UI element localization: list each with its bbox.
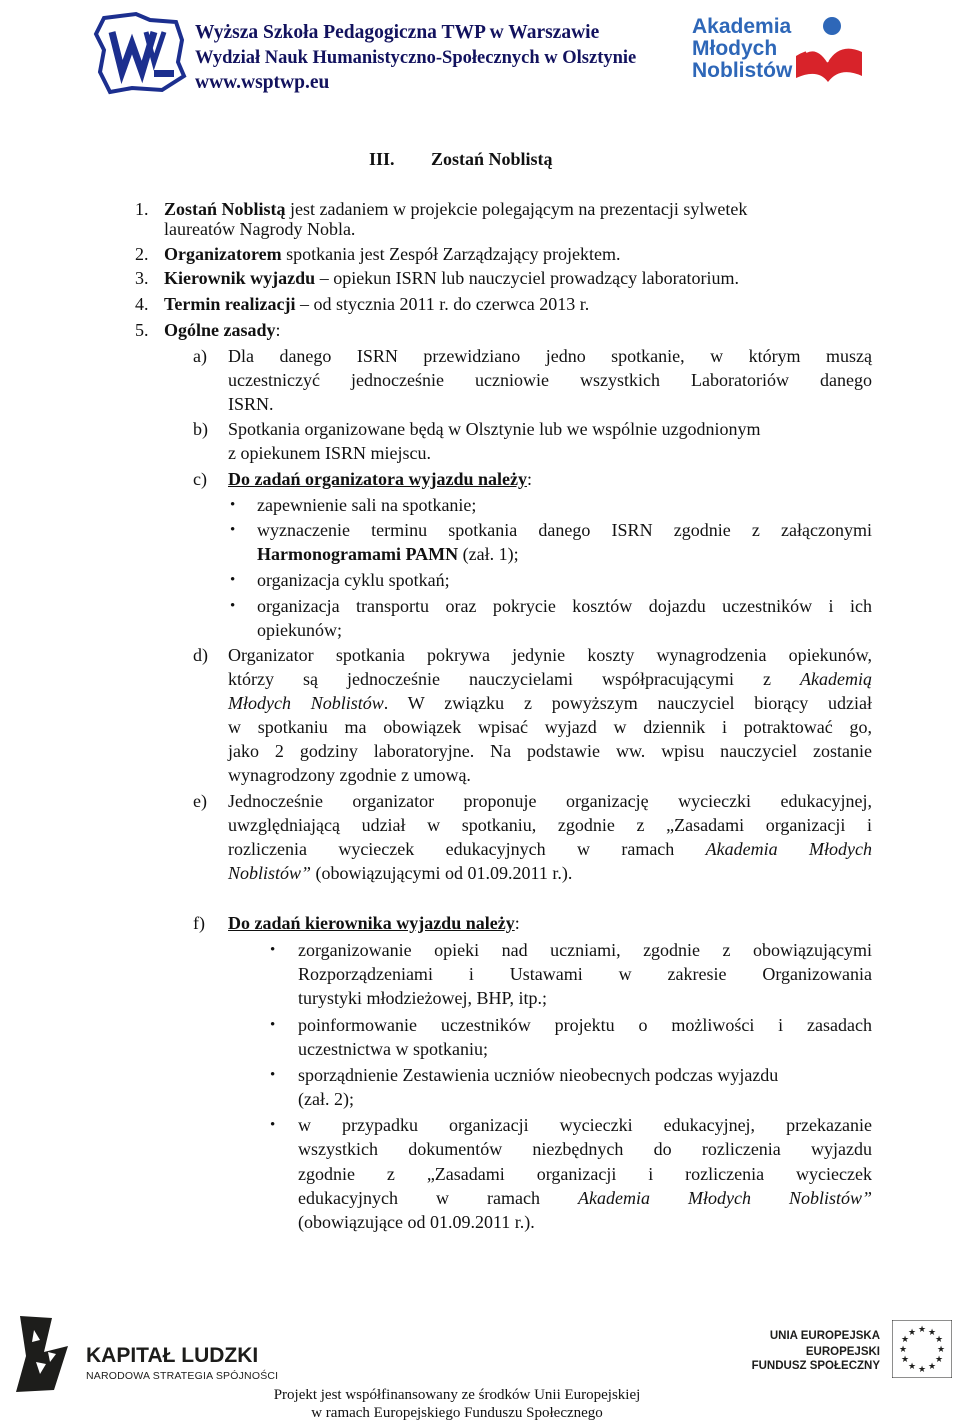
- sub-d-line6: wynagrodzony zgodnie z umową.: [228, 765, 471, 785]
- sub-f-bullet3-line2: (zał. 2);: [298, 1089, 354, 1109]
- svg-text:★: ★: [927, 1328, 937, 1338]
- sub-c-bullet4-line1: organizacja transportu oraz pokrycie kosztów dojazdu uczestników i ich: [257, 596, 872, 616]
- item-5-bold: Ogólne zasady: [164, 320, 276, 340]
- sub-c-bullet2-bold: Harmonogramami PAMN: [257, 544, 459, 564]
- item-3-text: – opiekun ISRN lub nauczyciel prowadzący laboratorium.: [315, 268, 740, 288]
- eu-logo-line3: FUNDUSZ SPOŁECZNY: [751, 1360, 880, 1372]
- section-title: Zostań Noblistą: [431, 149, 553, 169]
- sub-f-colon: :: [514, 913, 520, 933]
- sub-c-heading-line: [228, 469, 532, 489]
- eu-logo: [752, 1318, 952, 1382]
- item-4-bold: Termin realizacji: [164, 294, 296, 314]
- sub-f-bullet2-line1: poinformowanie uczestników projektu o możliwości i zasadach: [298, 1015, 872, 1035]
- footer-line2: w ramach Europejskiego Funduszu Społecznego: [311, 1405, 603, 1421]
- item-1-line1: [164, 199, 747, 219]
- item-1-line2: laureatów Nagrody Nobla.: [164, 219, 356, 239]
- svg-text:★: ★: [927, 1362, 937, 1372]
- sub-f-bullet1-line2: Rozporządzeniami i Ustawami w zakresie Organizowania: [298, 964, 872, 984]
- sub-c-bullet2-line2: [257, 544, 519, 564]
- bullet-icon: •: [270, 942, 276, 958]
- amn-logo-line3: Noblistów: [692, 59, 793, 82]
- sub-a-line2: uczestniczyć jednocześnie uczniowie wszystkich Laboratoriów danego: [228, 370, 872, 390]
- eu-logo-line2: EUROPEJSKI: [805, 1346, 880, 1358]
- sub-f-label: f): [193, 913, 205, 933]
- sub-d-line3-text: . W związku z powyższym nauczyciel biorący udział: [383, 693, 873, 713]
- sub-d-line3: [228, 693, 872, 713]
- footer-line1: Projekt jest współfinansowany ze środków Unii Europejskiej: [273, 1387, 641, 1403]
- sub-f-bullet4-line1: w przypadku organizacji wycieczki edukacyjnej, przekazanie: [298, 1115, 872, 1135]
- item-2-bold: Organizatorem: [164, 244, 282, 264]
- amn-logo-line1: Akademia: [692, 15, 792, 38]
- sub-f-heading-line: [228, 913, 520, 933]
- bullet-icon: •: [230, 497, 236, 513]
- kapital-ludzki-logo: [12, 1312, 279, 1394]
- bullet-icon: •: [230, 522, 236, 538]
- svg-text:★: ★: [907, 1362, 917, 1372]
- sub-f-bullet4-line5: (obowiązujące od 01.09.2011 r.).: [298, 1212, 535, 1232]
- sub-e-line1: Jednocześnie organizator proponuje organizację wycieczki edukacyjnej,: [228, 791, 872, 811]
- item-3-number: 3.: [135, 268, 149, 288]
- sub-d-line2-text: którzy są jednocześnie nauczycielami współpracującymi z: [228, 669, 801, 689]
- sub-f-bullet4-line4: [298, 1188, 872, 1208]
- item-4-text: – od stycznia 2011 r. do czerwca 2013 r.: [295, 294, 590, 314]
- sub-c-bullet2-line1: wyznaczenie terminu spotkania danego ISRN zgodnie z załączonymi: [257, 520, 872, 540]
- item-1-text: jest zadaniem w projekcie polegającym na prezentacji sylwetek: [285, 199, 748, 219]
- item-1-bold: Zostań Noblistą: [164, 199, 286, 219]
- sub-a-line3: ISRN.: [228, 394, 274, 414]
- bullet-icon: •: [270, 1117, 276, 1133]
- sub-f-bullet4-line2: wszystkich dokumentów niezbędnych do rozliczenia wyjazdu: [298, 1139, 872, 1159]
- sub-f-heading: Do zadań kierownika wyjazdu należy: [228, 913, 515, 933]
- sub-f-bullet2-line2: uczestnictwa w spotkaniu;: [298, 1039, 488, 1059]
- sub-c-bullet3: organizacja cyklu spotkań;: [257, 570, 450, 590]
- svg-text:★: ★: [936, 1345, 946, 1355]
- sub-e-line4-italic: Noblistów”: [228, 863, 312, 883]
- sub-c-heading: Do zadań organizatora wyjazdu należy: [228, 469, 527, 489]
- svg-text:★: ★: [917, 1365, 927, 1375]
- sub-e-line4: [228, 863, 572, 883]
- item-4-line: [164, 294, 589, 314]
- sub-b-line2: z opiekunem ISRN miejscu.: [228, 443, 431, 463]
- bullet-icon: •: [230, 598, 236, 614]
- svg-text:★: ★: [934, 1335, 944, 1345]
- sub-c-colon: :: [526, 469, 532, 489]
- item-3-line: [164, 268, 739, 288]
- sub-f-bullet4-line4-italic: Akademia Młodych Noblistów”: [577, 1188, 872, 1208]
- sub-d-line5: jako 2 godziny laboratoryjne. Na podstawie ww. wpisu nauczyciel zostanie: [228, 741, 872, 761]
- svg-text:★: ★: [900, 1355, 910, 1365]
- wsp-university-logo: [92, 10, 188, 96]
- item-4-number: 4.: [135, 294, 149, 314]
- item-2-line: [164, 244, 621, 264]
- bullet-icon: •: [230, 572, 236, 588]
- item-5-line: [164, 320, 281, 340]
- sub-d-line2: [228, 669, 872, 689]
- sub-e-line3-text: rozliczenia wycieczek edukacyjnych w ramach: [228, 839, 706, 859]
- sub-c-label: c): [193, 469, 207, 489]
- svg-text:★: ★: [900, 1335, 910, 1345]
- svg-text:★: ★: [934, 1355, 944, 1365]
- header-faculty-name: Wydział Nauk Humanistyczno-Społecznych w Olsztynie: [195, 48, 637, 68]
- kapital-ludzki-title: KAPITAŁ LUDZKI: [86, 1344, 259, 1367]
- sub-b-line1: Spotkania organizowane będą w Olsztynie lub we wspólnie uzgodnionym: [228, 419, 761, 439]
- sub-d-label: d): [193, 645, 208, 665]
- amn-logo-line2: Młodych: [692, 37, 778, 60]
- sub-e-line3: [228, 839, 872, 859]
- item-3-bold: Kierownik wyjazdu: [164, 268, 316, 288]
- section-number: III.: [369, 149, 395, 169]
- eu-stars-icon: [892, 1320, 952, 1378]
- sub-c-bullet2-rest: (zał. 1);: [458, 544, 519, 564]
- sub-f-bullet4-line4-text: edukacyjnych w ramach: [298, 1188, 578, 1208]
- eu-logo-line1: UNIA EUROPEJSKA: [769, 1330, 880, 1342]
- sub-d-line1: Organizator spotkania pokrywa jedynie koszty wynagrodzenia opiekunów,: [228, 645, 872, 665]
- sub-c-bullet4-line2: opiekunów;: [257, 620, 342, 640]
- sub-a-line1: Dla danego ISRN przewidziano jedno spotkanie, w którym muszą: [228, 346, 872, 366]
- sub-e-line4-text: (obowiązującymi od 01.09.2011 r.).: [311, 863, 573, 883]
- sub-b-label: b): [193, 419, 208, 439]
- item-2-number: 2.: [135, 244, 149, 264]
- sub-f-bullet4-line3: zgodnie z „Zasadami organizacji i rozliczenia wycieczek: [298, 1164, 872, 1184]
- sub-a-label: a): [193, 346, 207, 366]
- book-icon: [788, 12, 864, 86]
- kapital-ludzki-emblem-icon: [12, 1312, 76, 1394]
- sub-d-line3-italic: Młodych Noblistów: [228, 693, 384, 713]
- svg-text:★: ★: [917, 1325, 927, 1335]
- sub-e-line3-italic: Akademia Młodych: [705, 839, 872, 859]
- svg-text:★: ★: [898, 1345, 908, 1355]
- bullet-icon: •: [270, 1017, 276, 1033]
- akademia-mlodych-noblistow-logo: [678, 8, 864, 90]
- kapital-ludzki-subtitle: NARODOWA STRATEGIA SPÓJNOŚCI: [86, 1370, 279, 1382]
- sub-e-line2: uwzględniającą udział w spotkaniu, zgodnie z „Zasadami organizacji i: [228, 815, 872, 835]
- sub-f-bullet1-line1: zorganizowanie opieki nad uczniami, zgodnie z obowiązującymi: [298, 940, 872, 960]
- sub-c-bullet1: zapewnienie sali na spotkanie;: [257, 495, 477, 515]
- bullet-icon: •: [270, 1067, 276, 1083]
- sub-f-bullet1-line3: turystyki młodzieżowej, BHP, itp.;: [298, 988, 547, 1008]
- sub-d-line4: w spotkaniu ma obowiązek wpisać wyjazd w dziennik i potraktować go,: [228, 717, 872, 737]
- sub-f-bullet3-line1: sporządnienie Zestawienia uczniów nieobecnych podczas wyjazdu: [298, 1065, 779, 1085]
- sub-e-label: e): [193, 791, 207, 811]
- header-website: www.wsptwp.eu: [195, 72, 330, 93]
- item-2-text: spotkania jest Zespół Zarządzający projektem.: [281, 244, 621, 264]
- item-5-text: :: [275, 320, 281, 340]
- item-1-number: 1.: [135, 199, 149, 219]
- svg-text:★: ★: [907, 1328, 917, 1338]
- item-5-number: 5.: [135, 320, 149, 340]
- sub-d-line2-italic: Akademią: [800, 669, 872, 689]
- header-university-name: Wyższa Szkoła Pedagogiczna TWP w Warszawie: [195, 22, 600, 43]
